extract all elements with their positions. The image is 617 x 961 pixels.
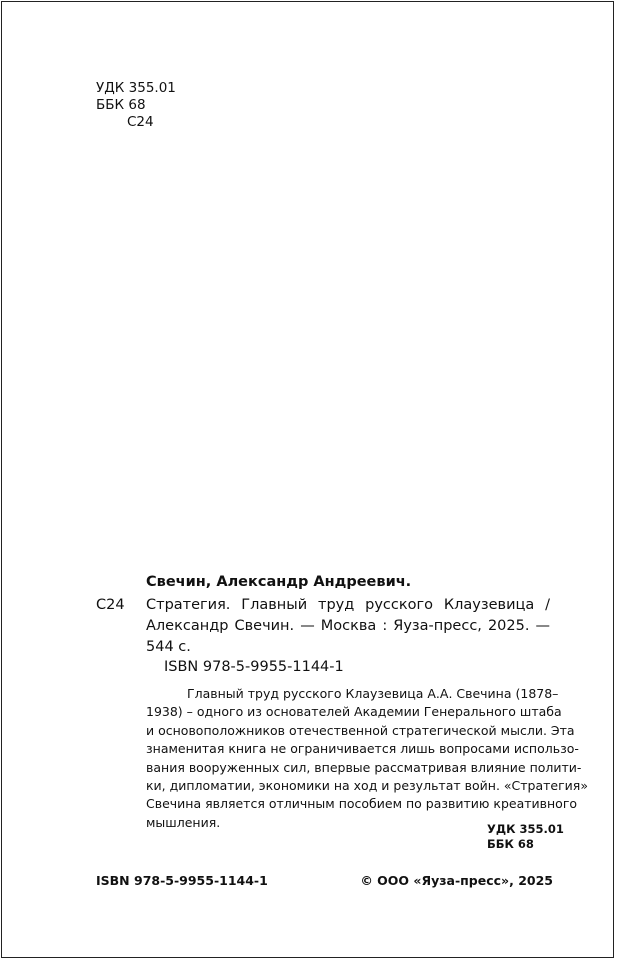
isbn: ISBN 978-5-9955-1144-1 [164,659,344,675]
abstract-line: мышления. [146,814,221,830]
copyright-notice: © ООО «Яуза-пресс», 2025 [360,873,553,888]
abstract-line: ки, дипломатии, экономики на ход и результат войн. «Стратегия» [146,778,588,794]
udk-code-bottom: УДК 355.01 [487,822,564,836]
bibliographic-description [146,595,550,658]
abstract-line: и основоположников отечественной стратегической мысли. Эта [146,722,575,738]
description-line: Александр Свечин. — Москва : Яуза-пресс, 2025. — [146,618,550,634]
abstract-line: Свечина является отличным пособием по развитию креативного [146,796,578,812]
udk-code: УДК 355.01 [96,80,176,96]
description-line: Стратегия. Главный труд русского Клаузевица / [146,597,550,613]
abstract-line: 1938) – одного из основателей Академии Генерального штаба [146,704,562,720]
top-classification [96,80,176,131]
author-heading: Свечин, Александр Андреевич. [146,574,412,590]
abstract-line: знаменитая книга не ограничивается лишь вопросами использо- [146,741,579,757]
abstract-line: вания вооруженных сил, впервые рассматривая влияние полити- [146,759,582,775]
bbk-code-bottom: ББК 68 [487,837,534,851]
description-line: 544 с. [146,639,191,655]
bottom-classification [487,822,564,852]
footer-isbn: ISBN 978-5-9955-1144-1 [96,873,268,888]
abstract [146,685,588,832]
abstract-line: Главный труд русского Клаузевица А.А. Свечина (1878– [187,686,559,701]
author-mark: С24 [96,597,125,613]
bbk-code: ББК 68 [96,97,146,113]
author-mark-top: С24 [127,114,154,130]
